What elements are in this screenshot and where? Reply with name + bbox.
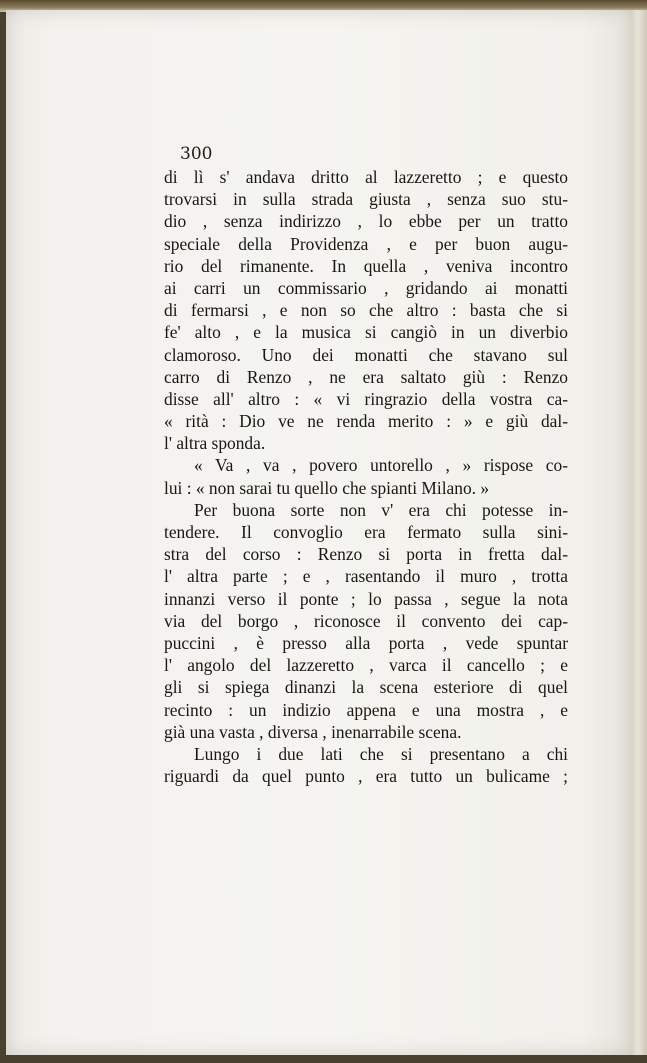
text-line: disse all' altro : « vi ringrazio della vostra ca- xyxy=(164,388,568,409)
right-page-edge xyxy=(632,10,647,1055)
text-line: di lì s' andava dritto al lazzeretto ; e questo xyxy=(164,167,568,187)
text-line: l' altra sponda. xyxy=(164,433,266,454)
text-line: puccini , è presso alla porta , vede spuntar xyxy=(164,632,568,653)
page-number: 300 xyxy=(180,144,213,164)
text-line: « Va , va , povero untorello , » rispose co- xyxy=(194,455,568,476)
text-line: trovarsi in sulla strada giusta , senza suo stu- xyxy=(164,189,568,210)
text-line: carro di Renzo , ne era saltato giù : Renzo xyxy=(164,366,568,387)
text-line: speciale della Providenza , e per buon augu- xyxy=(164,233,568,254)
text-line: « rità : Dio ve ne renda merito : » e giù dal- xyxy=(164,411,568,432)
text-line: dio , senza indirizzo , lo ebbe per un tratto xyxy=(164,211,568,232)
text-line: gli si spiega dinanzi la scena esteriore di quel xyxy=(164,677,568,698)
text-line: l' altra parte ; e , rasentando il muro , trotta xyxy=(164,566,568,587)
text-line: clamoroso. Uno dei monatti che stavano sul xyxy=(164,344,568,365)
text-line: di fermarsi , e non so che altro : basta che si xyxy=(164,300,568,321)
text-line: ai carri un commissario , gridando ai monatti xyxy=(164,277,568,298)
text-line: Lungo i due lati che si presentano a chi xyxy=(194,743,568,764)
text-line: rio del rimanente. In quella , veniva incontro xyxy=(164,255,568,276)
text-line: riguardi da quel punto , era tutto un bulicame ; xyxy=(164,766,568,787)
text-line: già una vasta , diversa , inenarrabile scena. xyxy=(164,721,462,742)
body-text xyxy=(164,166,568,787)
text-line: Per buona sorte non v' era chi potesse in- xyxy=(194,499,568,520)
text-line: lui : « non sarai tu quello che spianti Milano. » xyxy=(164,477,490,498)
text-line: fe' alto , e la musica si cangiò in un diverbio xyxy=(164,322,568,343)
text-line: l' angolo del lazzeretto , varca il cancello ; e xyxy=(164,655,568,676)
text-line: recinto : un indizio appena e una mostra , e xyxy=(164,699,568,720)
text-line: tendere. Il convoglio era fermato sulla sini- xyxy=(164,522,568,542)
text-line: innanzi verso il ponte ; lo passa , segue la nota xyxy=(164,588,568,609)
text-line: stra del corso : Renzo si porta in fretta dal- xyxy=(164,544,568,565)
text-line: via del borgo , riconosce il convento dei cap- xyxy=(164,610,568,631)
